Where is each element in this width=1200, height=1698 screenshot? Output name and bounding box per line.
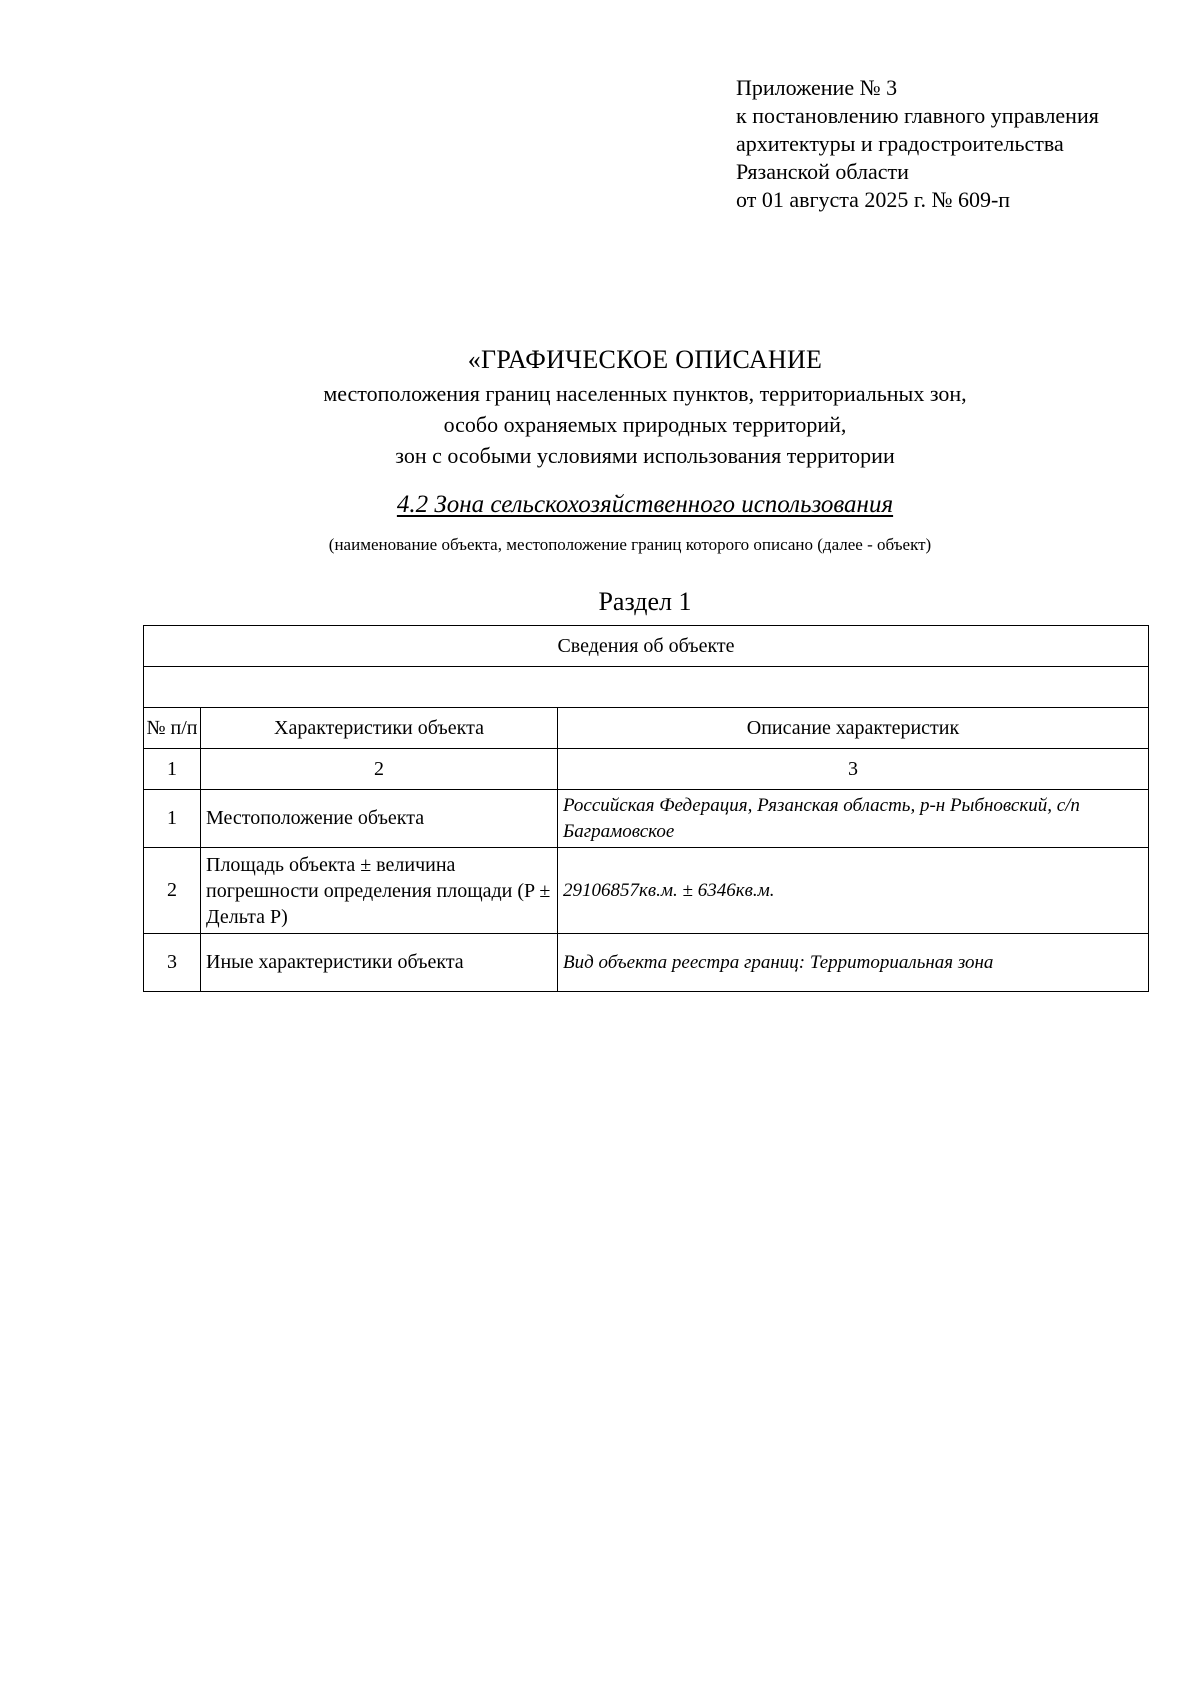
appendix-line: Приложение № 3 [736,75,898,100]
subtitle-line: зон с особыми условиями использования территории [395,443,895,468]
column-header-description: Описание характеристик [558,708,1149,749]
appendix-line: Рязанской области [736,159,909,184]
appendix-line: к постановлению главного управления [736,103,1099,128]
document-subtitle [0,378,1200,471]
column-number: 1 [144,749,201,790]
row-number: 1 [144,790,201,848]
subtitle-line: особо охраняемых природных территорий, [443,412,847,437]
appendix-line: от 01 августа 2025 г. № 609-п [736,187,1011,212]
row-number: 3 [144,934,201,992]
row-number: 2 [144,848,201,934]
row-characteristic: Площадь объекта ± величина погрешности определения площади (P ± Дельта P) [201,848,558,934]
row-characteristic: Местоположение объекта [201,790,558,848]
section-title: Раздел 1 [598,587,692,616]
table-caption-row [144,626,1149,667]
table-empty-row [144,667,1149,708]
column-header-number: № п/п [144,708,201,749]
object-name-text: 4.2 Зона сельскохозяйственного использования [396,491,894,518]
row-description: Российская Федерация, Рязанская область, р-н Рыбновский, с/п Баграмовское [558,790,1149,848]
object-note: (наименование объекта, местоположение границ которого описано (далее - объект) [328,535,932,554]
column-number: 3 [558,749,1149,790]
appendix-block [736,74,1099,214]
table-empty-cell [144,667,1149,708]
object-info-table [143,625,1149,992]
column-number: 2 [201,749,558,790]
table-row [144,790,1149,848]
document-title: «ГРАФИЧЕСКОЕ ОПИСАНИЕ [467,345,823,374]
table-row [144,848,1149,934]
column-header-characteristic: Характеристики объекта [201,708,558,749]
subtitle-line: местоположения границ населенных пунктов, территориальных зон, [323,381,967,406]
row-description: 29106857кв.м. ± 6346кв.м. [558,848,1149,934]
appendix-line: архитектуры и градостроительства [736,131,1064,156]
table-row [144,934,1149,992]
row-description: Вид объекта реестра границ: Территориальная зона [558,934,1149,992]
table-caption: Сведения об объекте [144,626,1149,667]
row-characteristic: Иные характеристики объекта [201,934,558,992]
table-column-numbers-row [144,749,1149,790]
object-name [0,490,1200,520]
table-header-row [144,708,1149,749]
